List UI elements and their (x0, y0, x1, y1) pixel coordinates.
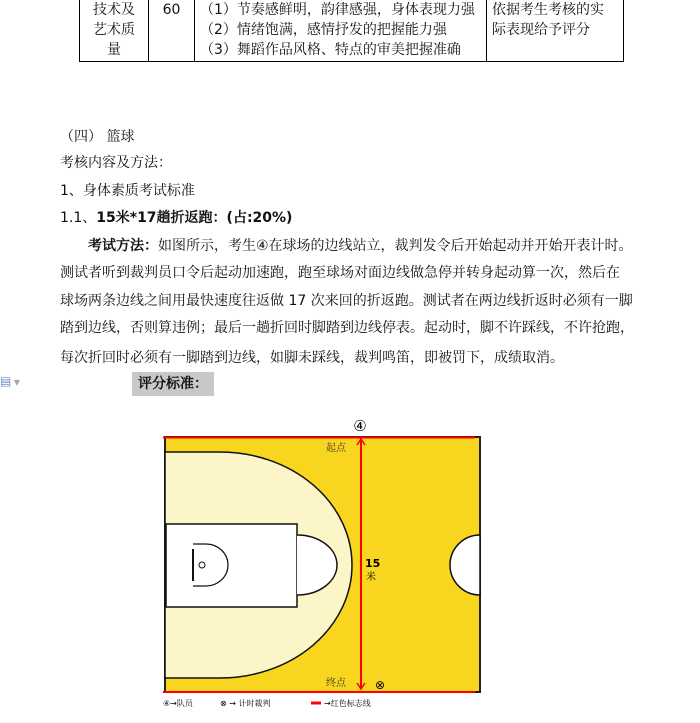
paste-options-icon[interactable]: ▤ ▼ (0, 374, 21, 388)
legend-player: ④→队员 (163, 699, 193, 708)
content-label: 考核内容及方法： (60, 155, 172, 171)
distance-unit: 米 (366, 572, 376, 583)
criterion: （2）情绪饱满，感情抒发的把握能力强 (200, 22, 447, 38)
method-text: 如图所示，考生④在球场的边线站立，裁判发令后开始起动并开始开表计时。 (158, 238, 633, 254)
method-line-3: 球场两条边线之间用最快速度往返做 17 次来回的折返跑。测试者在两边线折返时必须有一脚 (60, 293, 633, 309)
method-line-5: 每次折回时必须有一脚踏到边线，如脚未踩线，裁判鸣笛，即被罚下，成绩取消。 (60, 350, 564, 366)
key-area (166, 524, 297, 607)
method-line-2: 测试者听到裁判员口令后起动加速跑，跑至球场对面边线做急停并转身起动算一次，然后在 (60, 265, 620, 281)
method-line: 际表现给予评分 (492, 22, 590, 38)
player-mark: ④ (353, 417, 367, 435)
criterion: （1）节奏感鲜明，韵律感强，身体表现力强 (200, 2, 475, 18)
end-label: 终点 (326, 678, 346, 689)
item-line: 量 (107, 42, 121, 58)
method-label: 考试方法： (88, 238, 158, 254)
legend-line: →红色标志线 (324, 699, 371, 708)
section-heading: （四） 篮球 (60, 129, 135, 145)
item-line: 艺术质 (93, 22, 135, 38)
criterion: （3）舞蹈作品风格、特点的审美把握准确 (200, 42, 461, 58)
subheading-title: 15米*17趟折返跑：(占:20%) (96, 210, 293, 226)
start-label: 起点 (326, 443, 346, 454)
distance-number: 15 (365, 557, 381, 570)
method-line-4: 踏到边线，否则算违例；最后一趟折回时脚踏到边线停表。起动时，脚不许踩线，不许抢跑， (60, 320, 634, 336)
score-cell: 60 (149, 0, 195, 62)
judge-mark: ⊗ (375, 678, 386, 692)
scoring-label: 评分标准： (132, 372, 214, 396)
subheading-prefix: 1.1、 (60, 210, 97, 226)
item-line: 技术及 (93, 2, 135, 18)
subheading-1: 1、身体素质考试标准 (60, 183, 195, 199)
legend-judge: ⊗ → 计时裁判 (220, 699, 271, 708)
method-line: 依据考生考核的实 (492, 2, 604, 18)
